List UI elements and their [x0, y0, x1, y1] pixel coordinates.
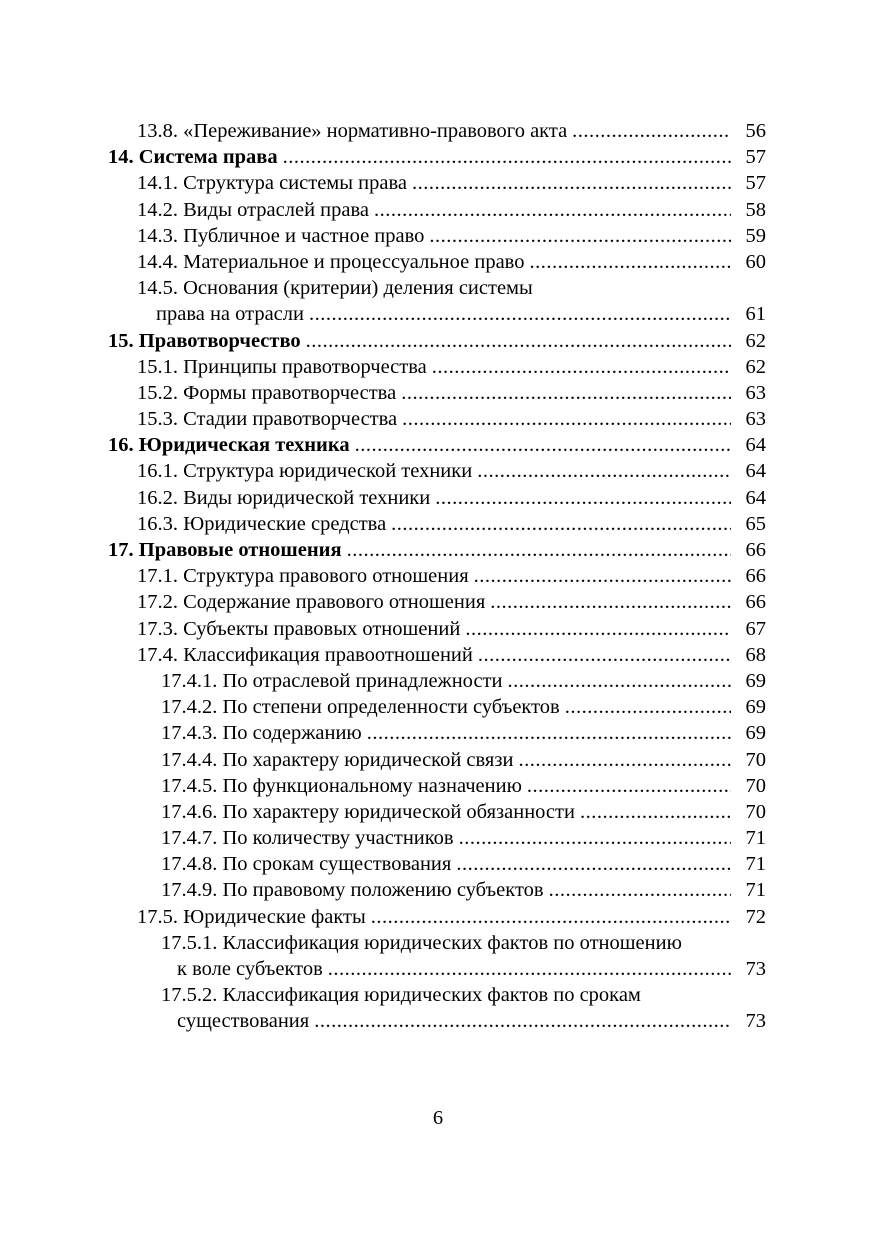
toc-entry [0, 642, 876, 668]
toc-entry-page: 62 [745, 355, 766, 378]
dot-leader [432, 354, 731, 380]
toc-entry-leader-line [137, 380, 731, 406]
toc-entry-leader-line [108, 144, 731, 170]
dot-leader [459, 825, 731, 851]
toc-entry-title: 17.5. Юридические факты [137, 904, 371, 930]
toc-entry [0, 589, 876, 615]
dot-leader [465, 616, 731, 642]
dot-leader [456, 851, 731, 877]
toc-entry-page: 56 [745, 120, 766, 142]
toc-entry-page: 65 [745, 512, 766, 535]
toc-entry [0, 485, 876, 511]
toc-entry-page: 71 [745, 879, 766, 902]
toc-entry-title: права на отрасли [156, 301, 309, 327]
toc-entry [0, 170, 876, 196]
toc-entry-page: 58 [745, 198, 766, 221]
dot-leader [580, 799, 731, 825]
toc-entry-leader-line [161, 851, 731, 877]
toc-entry-page: 72 [745, 905, 766, 928]
toc-entry-leader-line [161, 668, 731, 694]
toc-entry-leader-line [137, 406, 731, 432]
toc-entry-page: 61 [745, 303, 766, 326]
toc-entry-title: 17.3. Субъекты правовых отношений [137, 616, 465, 642]
toc-entry-leader-line [137, 118, 731, 144]
dot-leader [367, 720, 731, 746]
toc-entry [0, 511, 876, 537]
toc-entry [0, 380, 876, 406]
dot-leader [549, 877, 731, 903]
toc-entry [0, 904, 876, 930]
toc-entry-leader-line [161, 799, 731, 825]
dot-leader [309, 301, 731, 327]
toc-entry [0, 747, 876, 773]
toc-entry-page: 67 [745, 617, 766, 640]
toc-entry-leader-line [137, 616, 731, 642]
toc-entry-title: 16.1. Структура юридической техники [137, 458, 477, 484]
dot-leader [429, 223, 731, 249]
dot-leader [435, 485, 731, 511]
toc-entry-title: 17.4.4. По характеру юридической связи [161, 747, 518, 773]
toc-entry-title: 15.2. Формы правотворчества [137, 380, 401, 406]
toc-entry-page: 66 [745, 591, 766, 614]
toc-entry-leader-line [161, 694, 731, 720]
toc-entry-title: 17.4. Классификация правоотношений [137, 642, 478, 668]
dot-leader [328, 956, 731, 982]
toc-entry [0, 197, 876, 223]
toc-entry-leader-line [137, 904, 731, 930]
toc-entry-leader-line [108, 432, 731, 458]
toc-entry [0, 956, 876, 982]
toc-entry-page: 64 [745, 460, 766, 483]
toc-entry [0, 144, 876, 170]
toc-entry-leader-line [161, 773, 731, 799]
toc-entry-page: 69 [745, 696, 766, 719]
toc-entry-page: 71 [745, 853, 766, 876]
toc-entry [0, 799, 876, 825]
toc-entry-title: 13.8. «Переживание» нормативно-правового акта [137, 118, 572, 144]
toc-entry-title: 14.3. Публичное и частное право [137, 223, 429, 249]
toc-entry-leader-line [161, 877, 731, 903]
dot-leader [391, 511, 731, 537]
toc-entry-leader-line [108, 537, 731, 563]
toc-entry-leader-line [137, 458, 731, 484]
toc-entry [0, 694, 876, 720]
dot-leader [412, 170, 731, 196]
toc-entry-title: 15.1. Принципы правотворчества [137, 354, 432, 380]
toc-entry [0, 354, 876, 380]
toc-entry-leader-line [137, 563, 731, 589]
toc-entry-title: 17.4.9. По правовому положению субъектов [161, 877, 549, 903]
toc-entry-leader-line [137, 249, 731, 275]
toc-entry-page: 60 [745, 250, 766, 273]
dot-leader [474, 563, 731, 589]
toc-entry [0, 118, 876, 144]
page-number: 6 [432, 1107, 444, 1129]
toc-entry-title: 15. Правотворчество [108, 328, 306, 354]
dot-leader [478, 642, 731, 668]
toc-entry-page: 71 [745, 827, 766, 850]
toc-entry [0, 668, 876, 694]
toc-entry-leader-line [137, 485, 731, 511]
toc-entry [0, 301, 876, 327]
toc-entry-leader-line [137, 511, 731, 537]
toc-entry-title: 17.4.8. По срокам существования [161, 851, 456, 877]
dot-leader [572, 118, 731, 144]
dot-leader [518, 747, 731, 773]
toc-entry [0, 616, 876, 642]
toc-entry-leader-line [177, 1008, 731, 1034]
dot-leader [507, 668, 731, 694]
toc-entry [0, 930, 876, 956]
toc-entry-leader-line [161, 825, 731, 851]
toc-entry-title: 14. Система права [108, 144, 283, 170]
toc-entry [0, 458, 876, 484]
toc-entry-page: 70 [745, 800, 766, 823]
toc-entry-title: 14.5. Основания (критерии) деления системы [137, 275, 538, 301]
toc-entry-title: 17.5.2. Классификация юридических фактов по срокам [161, 982, 646, 1008]
toc-entry-leader-line [137, 223, 731, 249]
toc-entry-title: 16. Юридическая техника [108, 432, 355, 458]
toc-entry-title: 14.4. Материальное и процессуальное право [137, 249, 529, 275]
toc-entry [0, 773, 876, 799]
toc-entry-leader-line [137, 354, 731, 380]
toc-entry [0, 537, 876, 563]
toc-entry-title: 17.4.3. По содержанию [161, 720, 367, 746]
toc-entry-title: 17.4.5. По функциональному назначению [161, 773, 527, 799]
dot-leader [402, 406, 731, 432]
toc-entry-title: 16.3. Юридические средства [137, 511, 391, 537]
toc-entry-title: 17.2. Содержание правового отношения [137, 589, 490, 615]
toc-entry-page: 73 [745, 1010, 766, 1033]
dot-leader [306, 328, 731, 354]
toc-entry-leader-line [161, 747, 731, 773]
toc-entry [0, 223, 876, 249]
dot-leader [355, 432, 731, 458]
toc-entry [0, 275, 876, 301]
toc-entry-page: 69 [745, 722, 766, 745]
dot-leader [347, 537, 731, 563]
toc-entry-leader-line [161, 982, 646, 1008]
toc-entry [0, 825, 876, 851]
dot-leader [529, 249, 731, 275]
toc-entry-title: 17.4.6. По характеру юридической обязанности [161, 799, 580, 825]
dot-leader [371, 904, 731, 930]
toc-entry [0, 328, 876, 354]
toc-entry-page: 73 [745, 958, 766, 980]
toc-entry-title: 17.5.1. Классификация юридических фактов по отношению [161, 930, 687, 956]
toc-entry [0, 563, 876, 589]
toc-entry [0, 851, 876, 877]
dot-leader [314, 1008, 731, 1034]
toc-entry-title: 16.2. Виды юридической техники [137, 485, 435, 511]
toc-entry-page: 68 [745, 643, 766, 666]
dot-leader [401, 380, 731, 406]
toc-entry-leader-line [161, 720, 731, 746]
toc-entry [0, 432, 876, 458]
dot-leader [477, 458, 731, 484]
toc-entry-page: 59 [745, 224, 766, 247]
toc-entry-page: 70 [745, 774, 766, 797]
toc-entry-leader-line [137, 197, 731, 223]
toc-entry [0, 720, 876, 746]
toc-entry-page: 70 [745, 748, 766, 771]
toc-entry [0, 877, 876, 903]
toc-entry-page: 64 [745, 434, 766, 457]
toc-entry-leader-line [137, 589, 731, 615]
toc-entry-page: 66 [745, 565, 766, 588]
toc-entry-page: 64 [745, 486, 766, 509]
toc-entry-leader-line [137, 275, 538, 301]
toc-entry-page: 57 [745, 172, 766, 195]
toc-entry-page: 66 [745, 539, 766, 561]
toc-entry-leader-line [177, 956, 731, 982]
toc-entry [0, 406, 876, 432]
toc-entry-title: 17.4.1. По отраслевой принадлежности [161, 668, 507, 694]
dot-leader [283, 144, 731, 170]
toc-entry-title: 17.4.7. По количеству участников [161, 825, 459, 851]
toc-entry-title: 14.2. Виды отраслей права [137, 197, 374, 223]
toc-entry [0, 249, 876, 275]
dot-leader [527, 773, 731, 799]
dot-leader [374, 197, 731, 223]
toc-entry-page: 57 [745, 146, 766, 169]
toc-entry-title: к воле субъектов [177, 956, 328, 982]
toc-entry-title: 14.1. Структура системы права [137, 170, 412, 196]
dot-leader [490, 589, 731, 615]
toc-entry-leader-line [161, 930, 687, 956]
toc-entry-title: 15.3. Стадии правотворчества [137, 406, 402, 432]
toc-entry-page: 62 [745, 329, 766, 352]
toc-entry-title: 17.4.2. По степени определенности субъектов [161, 694, 565, 720]
toc-entry-leader-line [137, 642, 731, 668]
toc-entry-page: 63 [745, 408, 766, 431]
toc-entry-title: 17.1. Структура правового отношения [137, 563, 474, 589]
toc-entry [0, 1008, 876, 1034]
dot-leader [565, 694, 731, 720]
toc-entry-leader-line [156, 301, 731, 327]
toc-entry-title: 17. Правовые отношения [108, 537, 347, 563]
table-of-contents [0, 118, 876, 1035]
toc-entry-leader-line [137, 170, 731, 196]
toc-entry-page: 63 [745, 381, 766, 404]
toc-entry-page: 69 [745, 669, 766, 692]
toc-entry-title: существования [177, 1008, 314, 1034]
toc-entry [0, 982, 876, 1008]
toc-entry-leader-line [108, 328, 731, 354]
